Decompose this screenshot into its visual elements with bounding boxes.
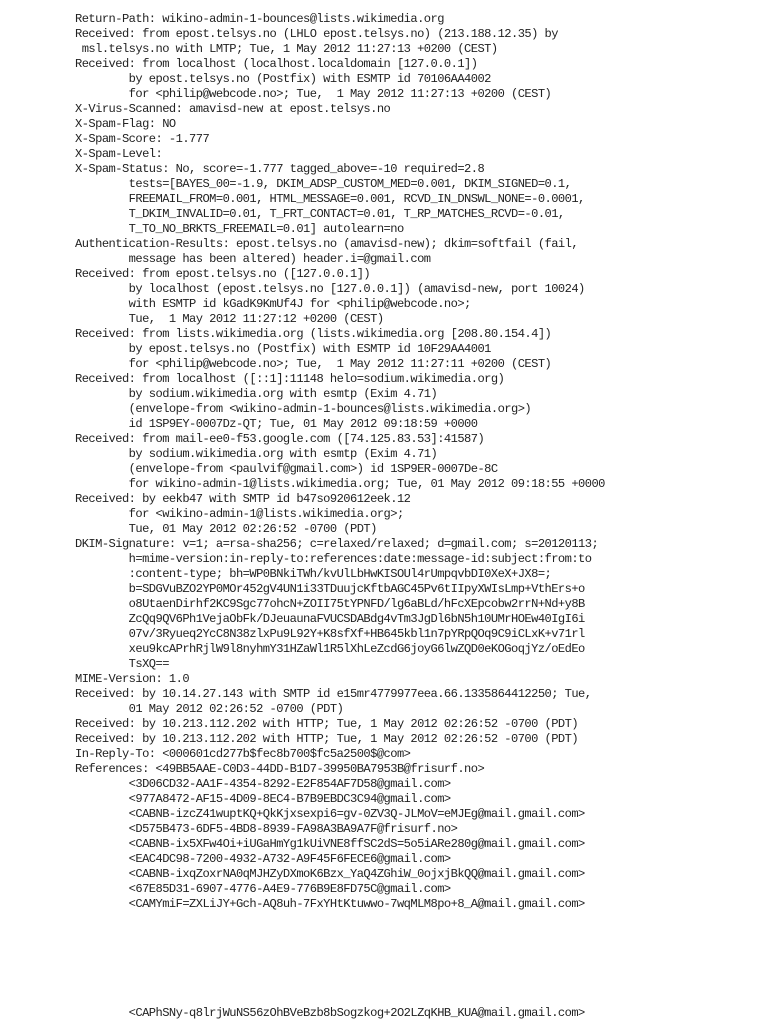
header-line: 07v/3Ryueq2YcC8N38zlxPu9L92Y+K8sfXf+HB645kbl1n7pYRpQOq9C9iCLxK+v71rl xyxy=(75,627,585,641)
header-line: <3D06CD32-AA1F-4354-8292-E2F854AF7D58@gmail.com> xyxy=(75,777,451,791)
header-line: for wikino-admin-1@lists.wikimedia.org; Tue, 01 May 2012 09:18:55 +0000 xyxy=(75,477,605,491)
header-line: :content-type; bh=WP0BNkiTWh/kvUlLbHwKISOUl4rUmpqvbDI0XeX+JX8=; xyxy=(75,567,552,581)
header-line: for <philip@webcode.no>; Tue, 1 May 2012 11:27:11 +0200 (CEST) xyxy=(75,357,552,371)
header-line: <CABNB-ixqZoxrNA0qMJHZyDXmoK6Bzx_YaQ4ZGhiW_0ojxjBkQQ@mail.gmail.com> xyxy=(75,867,585,881)
header-line: Received: from epost.telsys.no (LHLO epost.telsys.no) (213.188.12.35) by xyxy=(75,27,558,41)
header-line: X-Virus-Scanned: amavisd-new at epost.telsys.no xyxy=(75,102,391,116)
header-line: DKIM-Signature: v=1; a=rsa-sha256; c=relaxed/relaxed; d=gmail.com; s=20120113; xyxy=(75,537,599,551)
header-line: h=mime-version:in-reply-to:references:date:message-id:subject:from:to xyxy=(75,552,592,566)
header-line: msl.telsys.no with LMTP; Tue, 1 May 2012 11:27:13 +0200 (CEST) xyxy=(75,42,498,56)
header-line: <977A8472-AF15-4D09-8EC4-B7B9EBDC3C94@gmail.com> xyxy=(75,792,451,806)
header-line: by sodium.wikimedia.org with esmtp (Exim 4.71) xyxy=(75,447,438,461)
header-line: References: <49BB5AAE-C0D3-44DD-B1D7-39950BA7953B@frisurf.no> xyxy=(75,762,485,776)
header-line: (envelope-from <paulvif@gmail.com>) id 1SP9ER-0007De-8C xyxy=(75,462,498,476)
header-line: by localhost (epost.telsys.no [127.0.0.1]) (amavisd-new, port 10024) xyxy=(75,282,585,296)
header-line: for <philip@webcode.no>; Tue, 1 May 2012 11:27:13 +0200 (CEST) xyxy=(75,87,552,101)
header-line: T_DKIM_INVALID=0.01, T_FRT_CONTACT=0.01, T_RP_MATCHES_RCVD=-0.01, xyxy=(75,207,565,221)
header-line: Received: from mail-ee0-f53.google.com ([74.125.83.53]:41587) xyxy=(75,432,485,446)
header-line: <CABNB-izcZ41wuptKQ+QkKjxsexpi6=gv-0ZV3Q-JLMoV=eMJEg@mail.gmail.com> xyxy=(75,807,585,821)
header-line: X-Spam-Status: No, score=-1.777 tagged_above=-10 required=2.8 xyxy=(75,162,485,176)
header-lines xyxy=(75,12,755,912)
header-line: Return-Path: wikino-admin-1-bounces@lists.wikimedia.org xyxy=(75,12,444,26)
header-line: b=SDGVuBZO2YP0MOr452gV4UN1i33TDuujcKftbAGC45Pv6tIIpyXWIsLmp+VthErs+o xyxy=(75,582,585,596)
header-line: Received: from localhost (localhost.localdomain [127.0.0.1]) xyxy=(75,57,478,71)
header-line: Authentication-Results: epost.telsys.no (amavisd-new); dkim=softfail (fail, xyxy=(75,237,579,251)
header-line: 01 May 2012 02:26:52 -0700 (PDT) xyxy=(75,702,344,716)
trailing-reference-line: <CAPhSNy-q8lrjWuNS56zOhBVeBzb8bSogzkog+2O2LZqKHB_KUA@mail.gmail.com> xyxy=(75,1006,585,1020)
header-line: <D575B473-6DF5-4BD8-8939-FA98A3BA9A7F@frisurf.no> xyxy=(75,822,458,836)
header-line: X-Spam-Score: -1.777 xyxy=(75,132,210,146)
header-line: by epost.telsys.no (Postfix) with ESMTP id 10F29AA4001 xyxy=(75,342,491,356)
header-line: by sodium.wikimedia.org with esmtp (Exim 4.71) xyxy=(75,387,438,401)
header-line: for <wikino-admin-1@lists.wikimedia.org>; xyxy=(75,507,404,521)
email-header-document xyxy=(75,12,755,912)
header-line: <CAMYmiF=ZXLiJY+Gch-AQ8uh-7FxYHtKtuwwo-7wqMLM8po+8_A@mail.gmail.com> xyxy=(75,897,585,911)
header-line: ZcQq9QV6Ph1VejaObFk/DJeuaunaFVUCSDABdg4vTm3JgDl6bN5h10UMrHOEw40IgI6i xyxy=(75,612,585,626)
header-line: Received: from epost.telsys.no ([127.0.0.1]) xyxy=(75,267,371,281)
header-line: Received: by eekb47 with SMTP id b47so920612eek.12 xyxy=(75,492,411,506)
header-line: FREEMAIL_FROM=0.001, HTML_MESSAGE=0.001, RCVD_IN_DNSWL_NONE=-0.0001, xyxy=(75,192,585,206)
header-line: In-Reply-To: <000601cd277b$fec8b700$fc5a2500$@com> xyxy=(75,747,411,761)
header-line: X-Spam-Flag: NO xyxy=(75,117,176,131)
header-line: Tue, 01 May 2012 02:26:52 -0700 (PDT) xyxy=(75,522,377,536)
header-line: xeu9kcAPrhRjlW9l8nyhmY31HZaWl1R5lXhLeZcdG6joyG6lwZQD0eKOGoqjYz/oEdEo xyxy=(75,642,585,656)
header-line: <67E85D31-6907-4776-A4E9-776B9E8FD75C@gmail.com> xyxy=(75,882,451,896)
header-line: Received: from lists.wikimedia.org (lists.wikimedia.org [208.80.154.4]) xyxy=(75,327,552,341)
header-line: Tue, 1 May 2012 11:27:12 +0200 (CEST) xyxy=(75,312,384,326)
header-line: message has been altered) header.i=@gmail.com xyxy=(75,252,431,266)
header-line: by epost.telsys.no (Postfix) with ESMTP id 70106AA4002 xyxy=(75,72,491,86)
trailing-reference-container xyxy=(75,1006,585,1021)
header-line: o8UtaenDirhf2KC9Sgc77ohcN+ZOII75tYPNFD/lg6aBLd/hFcXEpcobw2rrN+Nd+y8B xyxy=(75,597,585,611)
header-line: Received: by 10.213.112.202 with HTTP; Tue, 1 May 2012 02:26:52 -0700 (PDT) xyxy=(75,717,579,731)
header-line: <EAC4DC98-7200-4932-A732-A9F45F6FECE6@gmail.com> xyxy=(75,852,451,866)
header-line: tests=[BAYES_00=-1.9, DKIM_ADSP_CUSTOM_MED=0.001, DKIM_SIGNED=0.1, xyxy=(75,177,572,191)
header-line: <CABNB-ix5XFw4Oi+iUGaHmYg1kUiVNE8ffSC2dS=5o5iARe280g@mail.gmail.com> xyxy=(75,837,585,851)
header-line: TsXQ== xyxy=(75,657,169,671)
header-line: MIME-Version: 1.0 xyxy=(75,672,190,686)
header-line: X-Spam-Level: xyxy=(75,147,163,161)
header-line: (envelope-from <wikino-admin-1-bounces@lists.wikimedia.org>) xyxy=(75,402,532,416)
header-line: id 1SP9EY-0007Dz-QT; Tue, 01 May 2012 09:18:59 +0000 xyxy=(75,417,478,431)
header-line: with ESMTP id kGadK9KmUf4J for <philip@webcode.no>; xyxy=(75,297,471,311)
header-line: Received: from localhost ([::1]:11148 helo=sodium.wikimedia.org) xyxy=(75,372,505,386)
header-line: Received: by 10.213.112.202 with HTTP; Tue, 1 May 2012 02:26:52 -0700 (PDT) xyxy=(75,732,579,746)
header-line: T_TO_NO_BRKTS_FREEMAIL=0.01] autolearn=no xyxy=(75,222,404,236)
header-line: Received: by 10.14.27.143 with SMTP id e15mr4779977eea.66.1335864412250; Tue, xyxy=(75,687,592,701)
